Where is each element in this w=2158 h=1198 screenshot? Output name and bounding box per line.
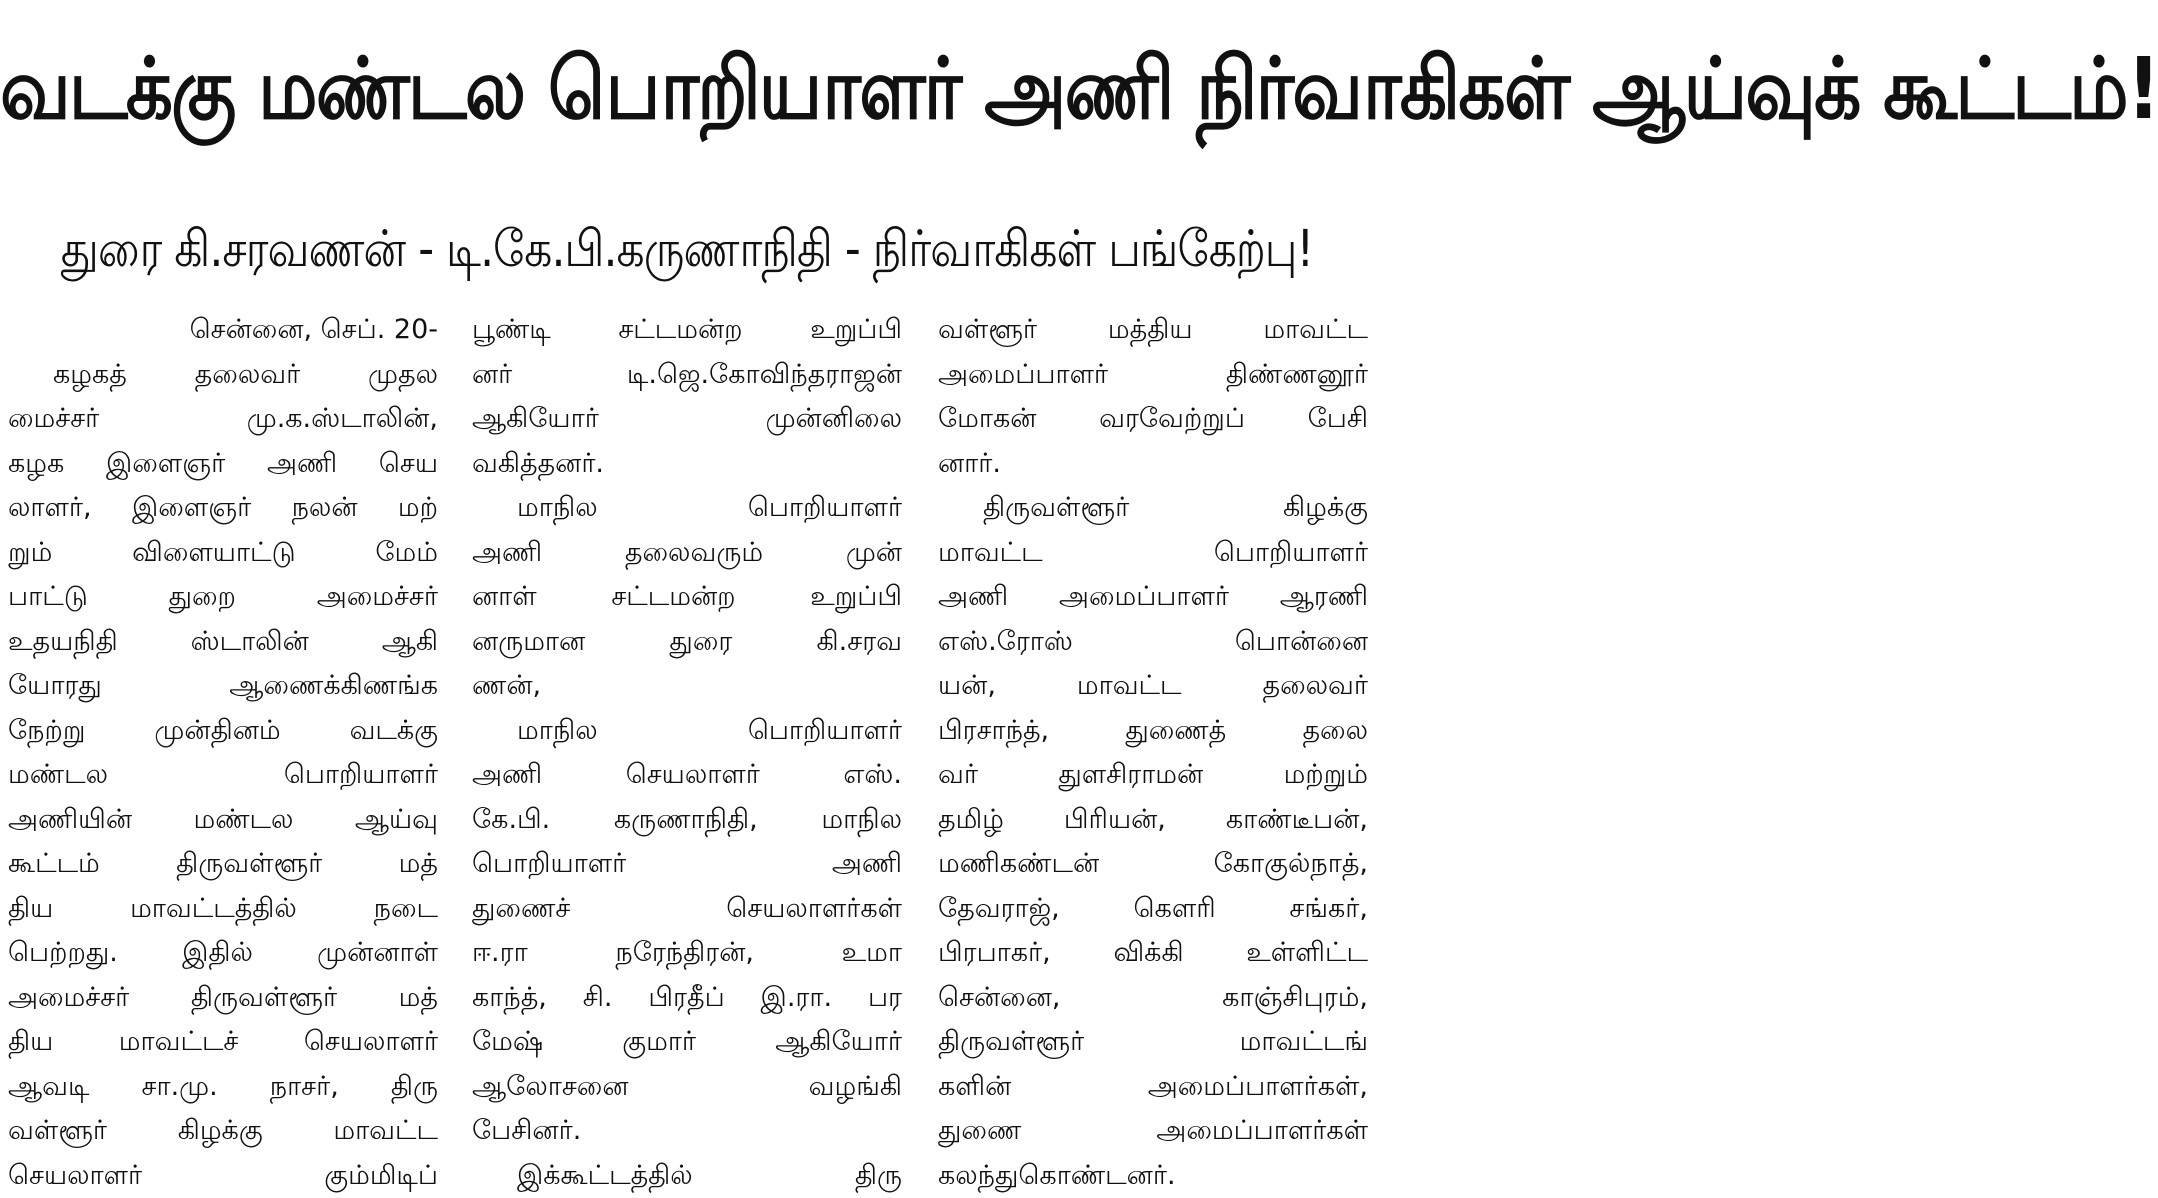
text-line: தமிழ் பிரியன், காண்டீபன், <box>938 798 1368 843</box>
text-line: யன், மாவட்ட தலைவர் <box>938 664 1368 709</box>
headline: வடக்கு மண்டல பொறியாளர் அணி நிர்வாகிகள் ஆய்வுக் கூட்டம்! <box>0 3 1374 176</box>
text-line: திய மாவட்டத்தில் நடை <box>8 887 438 932</box>
text-line: காந்த், சி. பிரதீப் இ.ரா. பர <box>472 976 902 1021</box>
dateline: சென்னை, செப். 20- <box>8 308 438 353</box>
text-line: துணைச் செயலாளர்கள் <box>472 887 902 932</box>
text-line: னருமான துரை கி.சரவ <box>472 620 902 665</box>
text-line: தேவராஜ், கௌரி சங்கர், <box>938 887 1368 932</box>
text-line: அணி செயலாளர் எஸ். <box>472 753 902 798</box>
text-line: மாவட்ட பொறியாளர் <box>938 531 1368 576</box>
text-line: கழக இளைஞர் அணி செய <box>8 442 438 487</box>
text-line: மாநில பொறியாளர் <box>472 709 902 754</box>
article-column-2 <box>472 308 902 1198</box>
text-line: னார். <box>938 442 1368 487</box>
text-line: னாள் சட்டமன்ற உறுப்பி <box>472 575 902 620</box>
text-line: வள்ளூர் மத்திய மாவட்ட <box>938 308 1368 353</box>
article-column-3 <box>938 308 1368 1198</box>
text-line: றும் விளையாட்டு மேம் <box>8 531 438 576</box>
text-line: அமைச்சர் திருவள்ளூர் மத் <box>8 976 438 1021</box>
text-line: உதயநிதி ஸ்டாலின் ஆகி <box>8 620 438 665</box>
text-line: அணி தலைவரும் முன் <box>472 531 902 576</box>
text-line: அணியின் மண்டல ஆய்வு <box>8 798 438 843</box>
text-line: சென்னை, காஞ்சிபுரம், <box>938 976 1368 1021</box>
text-line: மாநில பொறியாளர் <box>472 486 902 531</box>
text-line: வர் துளசிராமன் மற்றும் <box>938 753 1368 798</box>
text-line: யோரது ஆணைக்கிணங்க <box>8 664 438 709</box>
text-line: கலந்துகொண்டனர். <box>938 1154 1368 1198</box>
text-line: அமைப்பாளர் திண்ணனூர் <box>938 353 1368 398</box>
text-line: மைச்சர் மு.க.ஸ்டாலின், <box>8 397 438 442</box>
text-line: கழகத் தலைவர் முதல <box>8 353 438 398</box>
text-line: ணன், <box>472 664 902 709</box>
text-line: பேசினர். <box>472 1109 902 1154</box>
text-line: மணிகண்டன் கோகுல்நாத், <box>938 842 1368 887</box>
text-line: கே.பி. கருணாநிதி, மாநில <box>472 798 902 843</box>
text-line: களின் அமைப்பாளர்கள், <box>938 1065 1368 1110</box>
article-column-1 <box>8 308 438 1198</box>
text-line: பொறியாளர் அணி <box>472 842 902 887</box>
text-line: மோகன் வரவேற்றுப் பேசி <box>938 397 1368 442</box>
text-line: பிரபாகர், விக்கி உள்ளிட்ட <box>938 931 1368 976</box>
text-line: ஈ.ரா நரேந்திரன், உமா <box>472 931 902 976</box>
text-line: னர் டி.ஜெ.கோவிந்தராஜன் <box>472 353 902 398</box>
text-line: நேற்று முன்தினம் வடக்கு <box>8 709 438 754</box>
text-line: செயலாளர் கும்மிடிப் <box>8 1154 438 1198</box>
text-line: பாட்டு துறை அமைச்சர் <box>8 575 438 620</box>
text-line: கூட்டம் திருவள்ளூர் மத் <box>8 842 438 887</box>
text-line: வகித்தனர். <box>472 442 902 487</box>
text-line: வள்ளூர் கிழக்கு மாவட்ட <box>8 1109 438 1154</box>
text-line: மண்டல பொறியாளர் <box>8 753 438 798</box>
subheadline: துரை கி.சரவணன் - டி.கே.பி.கருணாநிதி - நிர்வாகிகள் பங்கேற்பு! <box>0 198 1374 302</box>
text-line: பூண்டி சட்டமன்ற உறுப்பி <box>472 308 902 353</box>
text-line: பிரசாந்த், துணைத் தலை <box>938 709 1368 754</box>
text-line: அணி அமைப்பாளர் ஆரணி <box>938 575 1368 620</box>
text-line: திருவள்ளூர் மாவட்டங் <box>938 1020 1368 1065</box>
text-line: திய மாவட்டச் செயலாளர் <box>8 1020 438 1065</box>
text-line: எஸ்.ரோஸ் பொன்னை <box>938 620 1368 665</box>
text-line: ஆகியோர் முன்னிலை <box>472 397 902 442</box>
text-line: இக்கூட்டத்தில் திரு <box>472 1154 902 1198</box>
text-line: திருவள்ளூர் கிழக்கு <box>938 486 1368 531</box>
text-line: ஆவடி சா.மு. நாசர், திரு <box>8 1065 438 1110</box>
text-line: ஆலோசனை வழங்கி <box>472 1065 902 1110</box>
text-line: துணை அமைப்பாளர்கள் <box>938 1109 1368 1154</box>
text-line: மேஷ் குமார் ஆகியோர் <box>472 1020 902 1065</box>
text-line: பெற்றது. இதில் முன்னாள் <box>8 931 438 976</box>
text-line: லாளர், இளைஞர் நலன் மற் <box>8 486 438 531</box>
